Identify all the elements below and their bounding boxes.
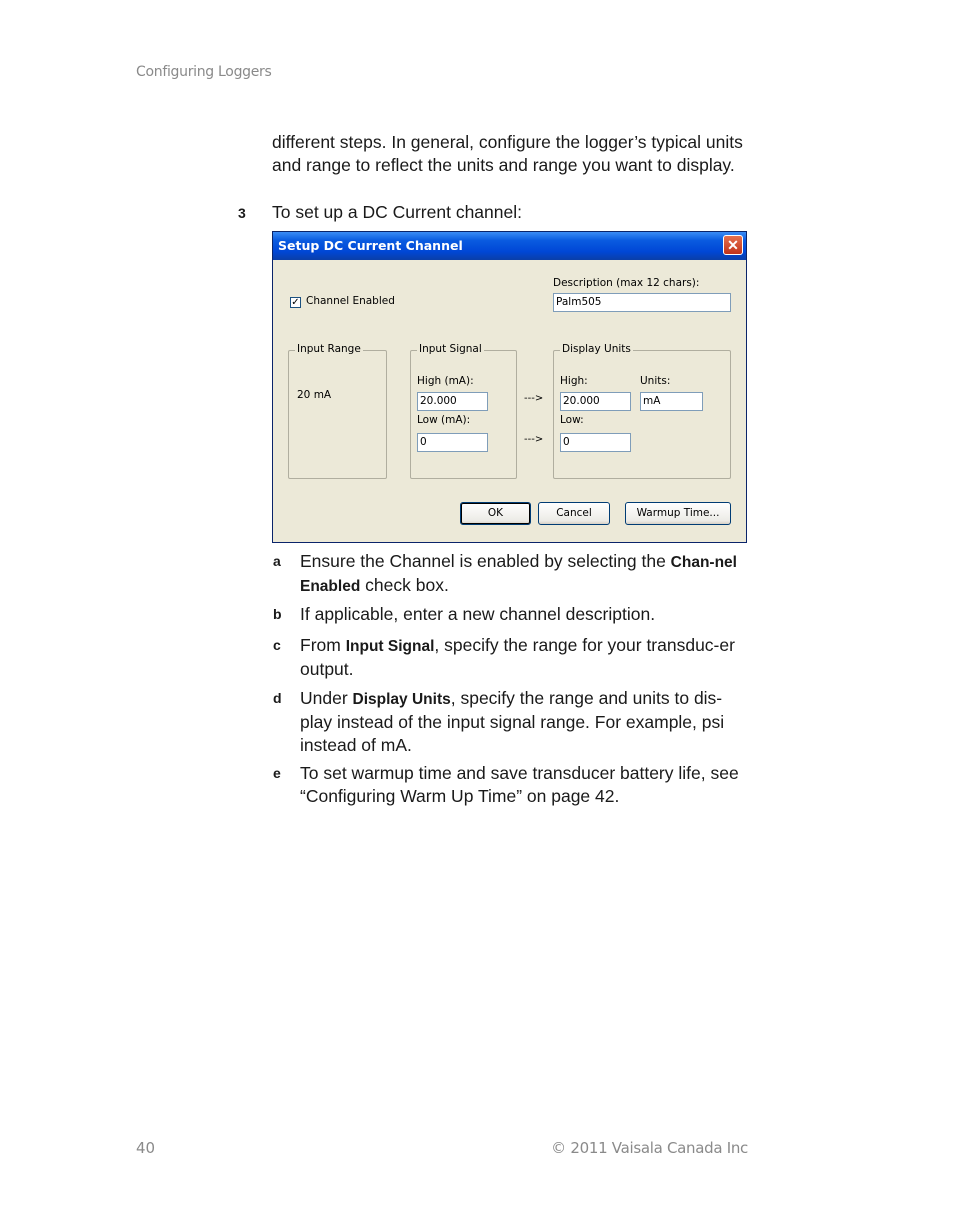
close-icon[interactable]: ✕ xyxy=(723,235,743,255)
input-low-field[interactable]: 0 xyxy=(417,433,488,452)
list-item-text: Under xyxy=(300,688,353,708)
description-field[interactable]: Palm505 xyxy=(553,293,731,312)
display-high-label: High: xyxy=(560,375,588,387)
list-item-letter: c xyxy=(273,637,281,653)
list-item-letter: e xyxy=(273,765,281,781)
units-label: Units: xyxy=(640,375,671,387)
setup-dc-current-dialog xyxy=(272,231,747,543)
display-units-group xyxy=(553,343,731,479)
warmup-time-button[interactable]: Warmup Time... xyxy=(625,502,731,525)
intro-paragraph: different steps. In general, configure the logger’s typical units and range to reflect the units and range you want to display. xyxy=(272,132,743,175)
dialog-title: Setup DC Current Channel xyxy=(278,238,463,253)
step-number: 3 xyxy=(238,205,246,221)
list-item-text: To set warmup time and save transducer battery life, see “Configuring Warm Up Time” on page 42. xyxy=(300,763,739,806)
list-item-text: From xyxy=(300,635,346,655)
channel-enabled-label: Channel Enabled xyxy=(306,295,395,307)
list-item-ui-term: Display Units xyxy=(352,691,451,708)
copyright-notice: © 2011 Vaisala Canada Inc xyxy=(551,1139,748,1157)
list-item-letter: b xyxy=(273,606,282,622)
list-item-text: , specify the range for your transduc-er output. xyxy=(300,635,735,679)
input-high-label: High (mA): xyxy=(417,375,474,387)
list-item xyxy=(300,603,752,627)
list-item-letter: a xyxy=(273,553,281,569)
display-units-group-label: Display Units xyxy=(562,343,631,355)
dialog-body xyxy=(273,260,746,542)
cancel-button[interactable]: Cancel xyxy=(538,502,610,525)
list-item-text: check box. xyxy=(360,575,449,595)
description-label: Description (max 12 chars): xyxy=(553,277,700,289)
display-low-label: Low: xyxy=(560,414,584,426)
list-item xyxy=(300,550,752,598)
units-field[interactable]: mA xyxy=(640,392,703,411)
input-range-group-label: Input Range xyxy=(297,343,361,355)
display-high-field[interactable]: 20.000 xyxy=(560,392,631,411)
list-item xyxy=(300,762,752,809)
dialog-titlebar xyxy=(273,232,746,260)
list-item xyxy=(300,687,752,757)
list-item xyxy=(300,634,752,681)
list-item-ui-term: Chan-nel Enabled xyxy=(300,554,737,595)
list-item-letter: d xyxy=(273,690,282,706)
running-header: Configuring Loggers xyxy=(136,64,272,80)
input-high-field[interactable]: 20.000 xyxy=(417,392,488,411)
input-signal-group xyxy=(410,343,517,479)
input-range-group xyxy=(288,343,387,479)
input-low-label: Low (mA): xyxy=(417,414,471,426)
ok-button[interactable]: OK xyxy=(460,502,531,525)
low-arrow: ---> xyxy=(524,434,544,445)
input-range-value: 20 mA xyxy=(297,389,332,401)
list-item-ui-term: Input Signal xyxy=(345,638,435,655)
list-item-text: If applicable, enter a new channel description. xyxy=(300,604,656,624)
input-signal-group-label: Input Signal xyxy=(419,343,482,355)
page-number: 40 xyxy=(136,1139,156,1157)
list-item-text: , specify the range and units to dis-play instead of the input signal range. For example, psi instead of mA. xyxy=(300,688,725,755)
display-low-field[interactable]: 0 xyxy=(560,433,631,452)
list-item-text: Ensure the Channel is enabled by selecting the xyxy=(300,551,671,571)
channel-enabled-checkbox[interactable]: ✓ xyxy=(291,297,300,308)
step-text: To set up a DC Current channel: xyxy=(272,202,522,222)
high-arrow: ---> xyxy=(524,393,544,404)
